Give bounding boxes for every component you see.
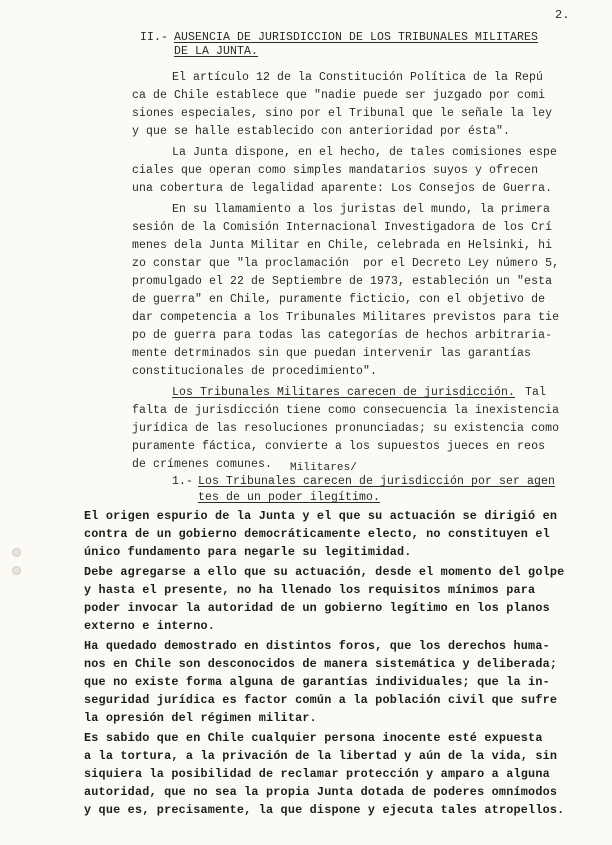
paragraph-4-lead: Los Tribunales Militares carecen de jurisdicción. [172, 386, 516, 399]
paragraph-1-line: ca de Chile establece que "nadie puede ser juzgado por comi [132, 89, 546, 102]
paragraph-3-line: de guerra" en Chile, puramente ficticio, con el objetivo de [132, 293, 546, 306]
bold-paragraph-3-line: que no existe forma alguna de garantías individuales; que la in- [84, 675, 550, 689]
paragraph-2-line: una cobertura de legalidad aparente: Los Consejos de Guerra. [132, 182, 553, 195]
bold-paragraph-4-line: a la tortura, a la privación de la libertad y aún de la vida, sin [84, 749, 558, 763]
bold-paragraph-2-line: poder invocar la autoridad de un gobierno legítimo en los planos [84, 601, 550, 615]
paragraph-3-line: po de guerra para todas las categorías de hechos arbitraria- [132, 329, 553, 342]
paragraph-3-line: sesión de la Comisión Internacional Investigadora de los Crí [132, 221, 553, 234]
bold-paragraph-2-line: Debe agregarse a ello que su actuación, desde el momento del golpe [84, 565, 565, 579]
paragraph-3-line: promulgado el 22 de Septiembre de 1973, estableción un "esta [132, 275, 553, 288]
bold-paragraph-2-line: externo e interno. [84, 619, 216, 633]
paragraph-3-line: En su llamamiento a los juristas del mundo, la primera [172, 203, 551, 216]
subheading-number: 1.- [172, 475, 194, 488]
paragraph-4-lead-rest: Tal [518, 386, 547, 399]
paragraph-3-line: menes dela Junta Militar en Chile, celebrada en Helsinki, hi [132, 239, 553, 252]
bold-paragraph-2-line: y hasta el presente, no ha llenado los requisitos mínimos para [84, 583, 536, 597]
paragraph-3-line: constitucionales de procedimiento". [132, 365, 378, 378]
paragraph-2-line: La Junta dispone, en el hecho, de tales comisiones espe [172, 146, 558, 159]
bold-paragraph-1-line: El origen espurio de la Junta y el que su actuación se dirigió en [84, 509, 558, 523]
bold-paragraph-4-line: autoridad, que no sea la propia Junta dotada de poderes omnímodos [84, 785, 558, 799]
bold-paragraph-1-line: contra de un gobierno democráticamente electo, no constituyen el [84, 527, 550, 541]
paragraph-4-line: de crímenes comunes. [132, 458, 273, 471]
paragraph-4-line: jurídica de las resoluciones pronunciadas; su existencia como [132, 422, 560, 435]
paragraph-2-line: ciales que operan como simples mandatarios suyos y ofrecen [132, 164, 539, 177]
punch-hole [12, 566, 21, 575]
bold-paragraph-4-line: Es sabido que en Chile cualquier persona inocente esté expuesta [84, 731, 543, 745]
subheading-line-1: Los Tribunales carecen de jurisdicción por ser agen [198, 475, 556, 488]
heading-number: II.- [140, 31, 169, 44]
bold-paragraph-3-line: la opresión del régimen militar. [84, 711, 317, 725]
bold-paragraph-1-line: único fundamento para negarle su legitimidad. [84, 545, 412, 559]
subheading-line-2: tes de un poder ilegítimo. [198, 491, 381, 504]
paragraph-3-line: mente detrminados sin que puedan intervenir las garantías [132, 347, 532, 360]
paragraph-3-line: dar competencia a los Tribunales Militares previstos para tie [132, 311, 560, 324]
paragraph-4-line: falta de jurisdicción tiene como consecuencia la inexistencia [132, 404, 560, 417]
heading-line-1: AUSENCIA DE JURISDICCION DE LOS TRIBUNALES MILITARES [174, 31, 539, 44]
paragraph-1-line: El artículo 12 de la Constitución Política de la Repú [172, 71, 544, 84]
heading-line-2: DE LA JUNTA. [174, 45, 259, 58]
bold-paragraph-3-line: nos en Chile son desconocidos de manera sistemática y deliberada; [84, 657, 558, 671]
bold-paragraph-4-line: siquiera la posibilidad de reclamar protección y amparo a alguna [84, 767, 550, 781]
page-number: 2. [555, 8, 570, 22]
paragraph-1-line: y que se halle establecido con anterioridad por ésta". [132, 125, 511, 138]
bold-paragraph-3-line: Ha quedado demostrado en distintos foros, que los derechos huma- [84, 639, 550, 653]
paragraph-3-line: zo constar que "la proclamación por el Decreto Ley número 5, [132, 257, 560, 270]
paragraph-1-line: siones especiales, sino por el Tribunal que le señale la ley [132, 107, 553, 120]
paragraph-4-line: puramente fáctica, convierte a los supuestos jueces en reos [132, 440, 546, 453]
handwritten-insertion: Militares/ [290, 462, 358, 474]
bold-paragraph-4-line: y que es, precisamente, la que dispone y ejecuta tales atropellos. [84, 803, 565, 817]
bold-paragraph-3-line: seguridad jurídica es factor común a la población civil que sufre [84, 693, 558, 707]
punch-hole [12, 548, 21, 557]
